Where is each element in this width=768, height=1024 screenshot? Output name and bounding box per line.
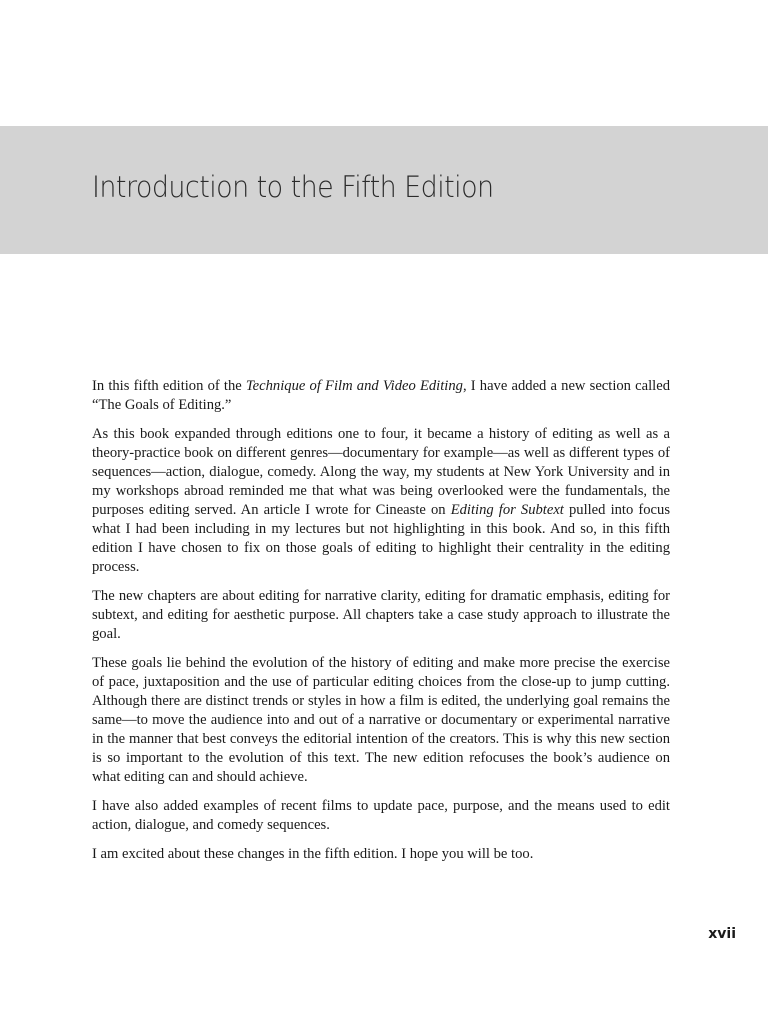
paragraph-2-text-c: pulled into focus what I had been including in my lectures but not highlighting in this book. And so, in this fifth edition I have chosen to fix on those goals of editing to highlight their centrality in the editing process. (92, 502, 670, 575)
book-title-italic: Technique of Film and Video Editing (245, 378, 463, 394)
paragraph-2-text-a: As this book expanded through editions one to four, it became a history of editing as well as a theory-practice book on different genres—documentary for example—as well as different types of sequences—action, dialogue, comedy. Along the way, my students at New York University and in my workshops abroad reminded me that what was being overlooked were the fundamentals, the purposes editing served. An article I wrote for Cineaste on (92, 426, 670, 518)
paragraph-2 (92, 425, 670, 577)
paragraph-3: The new chapters are about editing for narrative clarity, editing for dramatic emphasis, editing for subtext, and editing for aesthetic purpose. All chapters take a case study approach to illustrate the goal. (92, 588, 670, 642)
chapter-title: Introduction to the Fifth Edition (92, 170, 494, 204)
page-number: xvii (708, 926, 736, 942)
paragraph-1-text-c: , I have added a new section called “The Goals of Editing.” (92, 378, 670, 413)
paragraph-1 (92, 377, 670, 415)
article-title-italic: Editing for Subtext (450, 502, 564, 518)
paragraph-5: I have also added examples of recent films to update pace, purpose, and the means used to edit action, dialogue, and comedy sequences. (92, 798, 670, 833)
body-text (92, 377, 670, 874)
paragraph-6: I am excited about these changes in the fifth edition. I hope you will be too. (92, 846, 534, 862)
paragraph-1-text-a: In this fifth edition of the (92, 378, 246, 394)
paragraph-4: These goals lie behind the evolution of the history of editing and make more precise the exercise of pace, juxtaposition and the use of particular editing choices from the close-up to jump cutting. Although there are distinct trends or styles in how a film is edited, the underlying goal remains the same—to move the audience into and out of a narrative or documentary or experimental narrative in the manner that best conveys the editorial intention of the creators. This is why this new section is so important to the evolution of this text. The new edition refocuses the book’s audience on what editing can and should achieve. (92, 655, 670, 785)
